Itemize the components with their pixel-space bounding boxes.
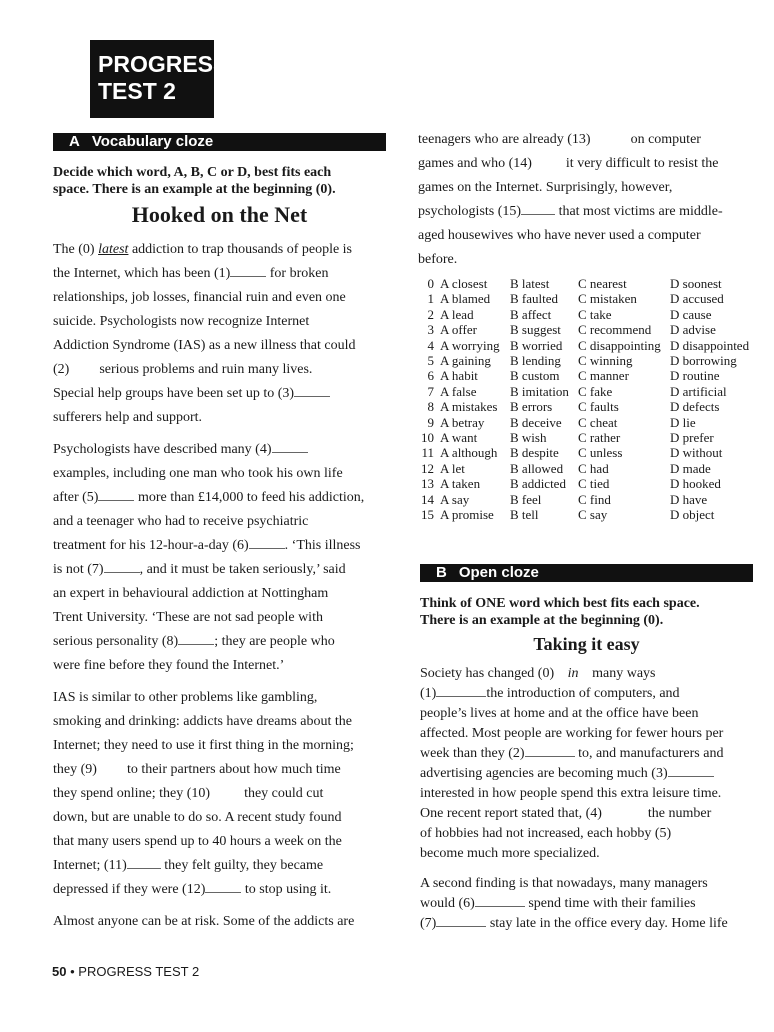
article-a-continued bbox=[418, 128, 763, 272]
gap-b3[interactable] bbox=[668, 764, 714, 777]
option-row bbox=[418, 307, 749, 322]
option-choice[interactable]: C recommend bbox=[578, 322, 652, 338]
gap-4[interactable] bbox=[272, 440, 308, 453]
gap-1[interactable] bbox=[230, 264, 266, 277]
text-line: treatment for his 12-hour-a-day (6) . ‘This illness bbox=[53, 538, 361, 553]
option-choice[interactable]: D soonest bbox=[670, 276, 722, 291]
option-choice[interactable]: D hooked bbox=[670, 476, 721, 492]
progress-test-badge bbox=[90, 40, 229, 118]
text-line: they (9) to their partners about how much time bbox=[53, 762, 341, 777]
option-number: 13 bbox=[421, 476, 434, 492]
text-line: smoking and drinking: addicts have dreams about the bbox=[53, 714, 352, 729]
gap-14[interactable] bbox=[532, 155, 566, 167]
option-number: 9 bbox=[427, 414, 434, 430]
option-choice[interactable]: A betray bbox=[440, 414, 485, 430]
text-line: interested in how people spend this extra leisure time. bbox=[420, 786, 722, 801]
option-choice[interactable]: B feel bbox=[510, 491, 542, 507]
option-choice[interactable]: C cheat bbox=[578, 414, 618, 430]
text-line: week than they (2) to, and manufacturers and bbox=[420, 746, 724, 761]
text-line: A second finding is that nowadays, many managers bbox=[420, 876, 708, 891]
gap-10[interactable] bbox=[210, 785, 244, 797]
section-b-title: Open cloze bbox=[458, 564, 539, 581]
gap-11[interactable] bbox=[127, 856, 161, 869]
text-line: were fine before they found the Internet.’ bbox=[53, 658, 285, 673]
text-line: Psychologists have described many (4) bbox=[53, 438, 393, 462]
gap-6[interactable] bbox=[249, 536, 285, 549]
gap-3[interactable] bbox=[294, 384, 330, 397]
option-row bbox=[418, 322, 749, 337]
text-line: relationships, job losses, financial ruin and even one bbox=[53, 290, 346, 305]
text-line: IAS is similar to other problems like gambling, bbox=[53, 690, 318, 705]
option-choice[interactable]: C rather bbox=[578, 430, 621, 446]
option-choice[interactable]: C had bbox=[578, 460, 609, 476]
option-number: 8 bbox=[427, 399, 434, 415]
option-number: 2 bbox=[427, 306, 434, 322]
text-line: sufferers help and support. bbox=[53, 410, 203, 425]
badge-line-2: TEST 2 bbox=[98, 78, 176, 104]
text-line: examples, including one man who took his own life bbox=[53, 466, 343, 481]
gap-13[interactable] bbox=[591, 131, 631, 143]
section-a-bar bbox=[53, 133, 386, 151]
text-line: depressed if they were (12) to stop using it. bbox=[53, 882, 332, 897]
text-line: people’s lives at home and at the office have been bbox=[420, 706, 699, 721]
option-choice[interactable]: B lending bbox=[510, 353, 561, 369]
option-choice[interactable]: D defects bbox=[670, 399, 720, 415]
text-line: after (5) more than £14,000 to feed his addiction, bbox=[53, 490, 365, 505]
gap-b5[interactable] bbox=[671, 825, 715, 837]
section-a-instruction bbox=[53, 164, 393, 198]
gap-b1[interactable] bbox=[436, 684, 486, 697]
options-table bbox=[418, 276, 749, 523]
option-choice[interactable]: D object bbox=[670, 507, 715, 523]
page-number: 50 bbox=[52, 964, 67, 979]
text-line: aged housewives who have never used a computer bbox=[418, 228, 701, 243]
option-choice[interactable]: A lead bbox=[440, 306, 474, 322]
option-number: 11 bbox=[421, 445, 434, 461]
option-choice[interactable]: A want bbox=[440, 430, 478, 446]
text-line: Internet; (11) they felt guilty, they became bbox=[53, 858, 324, 873]
option-row bbox=[418, 445, 749, 460]
page-footer bbox=[52, 964, 199, 979]
gap-5[interactable] bbox=[98, 488, 134, 501]
option-choice[interactable]: A closest bbox=[440, 276, 488, 291]
option-row bbox=[418, 368, 749, 383]
option-choice[interactable]: B suggest bbox=[510, 322, 561, 338]
option-choice[interactable]: A false bbox=[440, 383, 477, 399]
option-choice[interactable]: C say bbox=[578, 507, 608, 523]
option-choice[interactable]: A promise bbox=[440, 507, 494, 523]
option-choice[interactable]: B deceive bbox=[510, 414, 562, 430]
text-line: before. bbox=[418, 252, 458, 267]
option-choice[interactable]: C faults bbox=[578, 399, 619, 415]
option-row bbox=[418, 338, 749, 353]
option-choice[interactable]: A taken bbox=[440, 476, 481, 492]
option-choice[interactable]: C mistaken bbox=[578, 291, 637, 307]
option-choice[interactable]: D cause bbox=[670, 306, 712, 322]
article-a-text bbox=[53, 238, 393, 934]
option-row bbox=[418, 291, 749, 306]
option-number: 6 bbox=[427, 368, 434, 384]
text-line: advertising agencies are becoming much (3) bbox=[420, 764, 765, 784]
option-choice[interactable]: B allowed bbox=[510, 460, 564, 476]
text-line: and a teenager who had to receive psychiatric bbox=[53, 514, 309, 529]
instruction-line: space. There is an example at the beginning (0). bbox=[53, 182, 336, 197]
option-number: 10 bbox=[421, 430, 434, 446]
option-choice[interactable]: C manner bbox=[578, 368, 629, 384]
footer-separator: • bbox=[70, 964, 75, 979]
badge-line-1: PROGRESS bbox=[98, 51, 229, 77]
text-line: down, but are unable to do so. A recent study found bbox=[53, 810, 342, 825]
text-line: would (6) spend time with their families bbox=[420, 896, 696, 911]
section-b-bar bbox=[420, 564, 753, 582]
instruction-line: Decide which word, A, B, C or D, best fits each bbox=[53, 165, 332, 180]
gap-7[interactable] bbox=[104, 560, 140, 573]
option-choice[interactable]: B tell bbox=[510, 507, 539, 523]
option-choice[interactable]: D made bbox=[670, 460, 711, 476]
section-b-letter: B bbox=[436, 564, 447, 581]
section-a-title: Vocabulary cloze bbox=[91, 133, 214, 150]
option-row bbox=[418, 353, 749, 368]
option-number: 3 bbox=[427, 322, 434, 338]
article-a-heading: Hooked on the Net bbox=[131, 202, 308, 227]
text-line: One recent report stated that, (4) the number bbox=[420, 806, 712, 821]
article-b-heading: Taking it easy bbox=[533, 634, 640, 654]
text-line: Trent University. ‘These are not sad people with bbox=[53, 610, 323, 625]
option-row bbox=[418, 507, 749, 522]
option-choice[interactable]: B despite bbox=[510, 445, 559, 461]
option-choice[interactable]: D artificial bbox=[670, 383, 727, 399]
text-line: games and who (14) it very difficult to resist the bbox=[418, 156, 719, 171]
option-row bbox=[418, 430, 749, 445]
option-choice[interactable]: C unless bbox=[578, 445, 623, 461]
text-line: Internet; they need to use it first thing in the morning; bbox=[53, 738, 354, 753]
section-a-letter: A bbox=[69, 133, 80, 150]
gap-8[interactable] bbox=[178, 632, 214, 645]
option-choice[interactable]: D disappointed bbox=[670, 337, 750, 353]
gap-2[interactable] bbox=[69, 361, 99, 373]
text-line: psychologists (15) that most victims are middle- bbox=[418, 204, 723, 219]
option-choice[interactable]: A mistakes bbox=[440, 399, 498, 415]
gap-9[interactable] bbox=[97, 761, 127, 773]
option-choice[interactable]: B custom bbox=[510, 368, 560, 384]
text-line: (2) serious problems and ruin many lives. bbox=[53, 362, 313, 377]
option-choice[interactable]: D accused bbox=[670, 291, 724, 307]
option-choice[interactable]: C winning bbox=[578, 353, 633, 369]
option-choice[interactable]: B wish bbox=[510, 430, 547, 446]
text-line: an expert in behavioural addiction at Nottingham bbox=[53, 586, 329, 601]
example-answer: latest bbox=[98, 242, 129, 257]
option-choice[interactable]: D borrowing bbox=[670, 353, 737, 369]
text-line: games on the Internet. Surprisingly, however, bbox=[418, 180, 673, 195]
text-line: of hobbies had not increased, each hobby (5) bbox=[420, 824, 765, 844]
option-row bbox=[418, 276, 749, 291]
text-line: they spend online; they (10) they could cut bbox=[53, 786, 324, 801]
option-row bbox=[418, 492, 749, 507]
text-line: suicide. Psychologists now recognize Internet bbox=[53, 314, 310, 329]
option-choice[interactable]: C disappointing bbox=[578, 337, 661, 353]
option-number: 4 bbox=[427, 337, 434, 353]
gap-b7[interactable] bbox=[436, 914, 486, 927]
gap-b6[interactable] bbox=[475, 894, 525, 907]
option-choice[interactable]: B latest bbox=[510, 276, 550, 291]
option-choice[interactable]: B addicted bbox=[510, 476, 566, 492]
text-line: Society has changed (0) in many ways bbox=[420, 664, 765, 684]
option-row bbox=[418, 415, 749, 430]
text-line: Special help groups have been set up to (3) bbox=[53, 382, 393, 406]
text-line: (7) stay late in the office every day. Home life bbox=[420, 916, 728, 931]
instruction-line: Think of ONE word which best fits each space. bbox=[420, 596, 700, 611]
option-choice[interactable]: B affect bbox=[510, 306, 552, 322]
option-choice[interactable]: D advise bbox=[670, 322, 716, 338]
option-choice[interactable]: C fake bbox=[578, 383, 613, 399]
option-choice[interactable]: A although bbox=[440, 445, 498, 461]
text-line: is not (7) , and it must be taken seriously,’ said bbox=[53, 562, 346, 577]
footer-label: PROGRESS TEST 2 bbox=[78, 964, 200, 979]
section-b-instruction bbox=[420, 595, 765, 629]
gap-b2[interactable] bbox=[525, 744, 575, 757]
option-row bbox=[418, 476, 749, 491]
text-line: teenagers who are already (13) on computer bbox=[418, 132, 701, 147]
article-b-text bbox=[420, 664, 765, 934]
text-line: the Internet, which has been (1) for broken bbox=[53, 266, 329, 281]
option-choice[interactable]: D routine bbox=[670, 368, 720, 384]
text-line: The (0) latest addiction to trap thousands of people is bbox=[53, 242, 353, 257]
instruction-line: There is an example at the beginning (0). bbox=[420, 613, 664, 628]
option-choice[interactable]: B worried bbox=[510, 337, 563, 353]
gap-12[interactable] bbox=[205, 880, 241, 893]
text-line: affected. Most people are working for fewer hours per bbox=[420, 726, 724, 741]
gap-b4[interactable] bbox=[602, 805, 648, 817]
text-line: serious personality (8) ; they are people who bbox=[53, 634, 335, 649]
option-choice[interactable]: D have bbox=[670, 491, 708, 507]
option-number: 0 bbox=[427, 276, 434, 291]
option-number: 15 bbox=[421, 507, 434, 523]
text-line: (1) the introduction of computers, and bbox=[420, 686, 680, 701]
text-line: Addiction Syndrome (IAS) as a new illness that could bbox=[53, 338, 356, 353]
option-choice[interactable]: A habit bbox=[440, 368, 478, 384]
option-choice[interactable]: D prefer bbox=[670, 430, 714, 446]
option-choice[interactable]: A offer bbox=[440, 322, 477, 338]
option-choice[interactable]: A gaining bbox=[440, 353, 491, 369]
option-number: 5 bbox=[427, 353, 434, 369]
option-choice[interactable]: C tied bbox=[578, 476, 610, 492]
option-choice[interactable]: A worrying bbox=[440, 337, 500, 353]
option-row bbox=[418, 399, 749, 414]
option-choice[interactable]: C nearest bbox=[578, 276, 627, 291]
option-choice[interactable]: D lie bbox=[670, 414, 696, 430]
option-row bbox=[418, 384, 749, 399]
option-choice[interactable]: B imitation bbox=[510, 383, 569, 399]
option-choice[interactable]: B errors bbox=[510, 399, 553, 415]
text-line: become much more specialized. bbox=[420, 846, 600, 861]
option-row bbox=[418, 461, 749, 476]
option-number: 14 bbox=[421, 491, 434, 507]
example-answer: in bbox=[567, 666, 579, 681]
option-choice[interactable]: B faulted bbox=[510, 291, 559, 307]
option-choice[interactable]: D without bbox=[670, 445, 723, 461]
option-choice[interactable]: A blamed bbox=[440, 291, 491, 307]
option-choice[interactable]: A let bbox=[440, 460, 465, 476]
option-number: 1 bbox=[427, 291, 434, 307]
option-number: 7 bbox=[427, 383, 434, 399]
option-choice[interactable]: A say bbox=[440, 491, 470, 507]
gap-15[interactable] bbox=[521, 202, 555, 215]
text-line: that many users spend up to 40 hours a week on the bbox=[53, 834, 342, 849]
option-choice[interactable]: C take bbox=[578, 306, 612, 322]
text-line: Almost anyone can be at risk. Some of the addicts are bbox=[53, 914, 355, 929]
option-choice[interactable]: C find bbox=[578, 491, 611, 507]
option-number: 12 bbox=[421, 460, 434, 476]
